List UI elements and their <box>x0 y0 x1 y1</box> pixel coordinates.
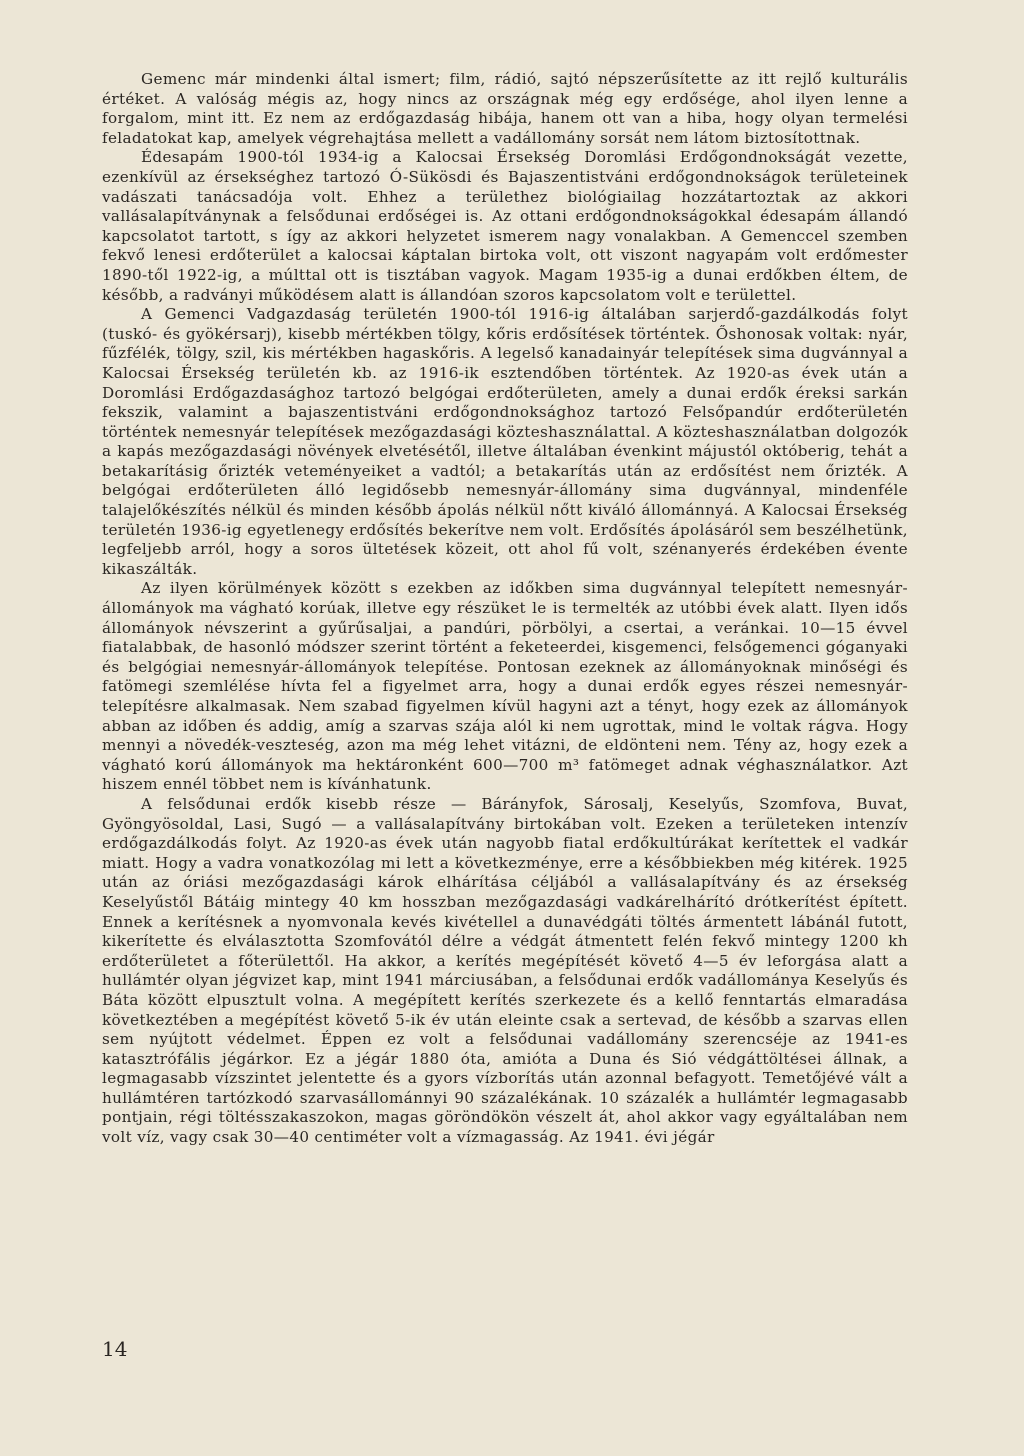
page-number: 14 <box>102 1337 128 1361</box>
paragraph-5: A felsődunai erdők kisebb része — Bárányfok, Sárosalj, Keselyűs, Szomfova, Buvat, Gyöngyösoldal, Lasi, Sugó — a vallásalapítvány birtokában volt. Ezeken a területeken intenzív erdőgazdálkodás folyt. Az 1920-as évek után nagyobb fiatal erdőkultúrákat kerítettek el vadkár miatt. Hogy a vadra vonatkozólag mi lett a következménye, erre a későbbiekben még kitérek. 1925 után az óriási mezőgazdasági károk elhárítása céljából a vallásalapítvány és az érsekség Keselyűstől Bátáig mintegy 40 km hosszban mezőgazdasági vadkárelhárító drótkerítést épített. Ennek a kerítésnek a nyomvonala kevés kivétellel a dunavédgáti töltés ármentett lábánál futott, kikerítette és elválasztotta Szomfovától délre a védgát átmentett felén fekvő mintegy 1200 kh erdőterületet a főterülettől. Ha akkor, a kerítés megépítését követő 4—5 év leforgása alatt a hullámtér olyan jégvizet kap, mint 1941 márciusában, a felsődunai erdők vadállománya Keselyűs és Báta között elpusztult volna. A megépített kerítés szerkezete és a kellő fenntartás elmaradása következtében a megépítést követő 5-ik év után eleinte csak a sertevad, de később a szarvas ellen sem nyújtott védelmet. Éppen ez volt a felsődunai vadállomány szerencséje az 1941-es katasztrófális jégárkor. Ez a jégár 1880 óta, amióta a Duna és Sió védgáttöltései állnak, a legmagasabb vízszintet jelentette és a gyors vízborítás után azonnal befagyott. Temetőjévé vált a hullámtéren tartózkodó szarvasállománnyi 90 százalékának. 10 százalék a hullámtér legmagasabb pontjain, régi töltésszakaszokon, magas göröndökön vészelt át, ahol akkor vagy egyáltalában nem volt víz, vagy csak 30—40 centiméter volt a vízmagasság. Az 1941. évi jégár <box>102 794 908 1147</box>
body-text <box>102 70 908 1148</box>
paragraph-2: Édesapám 1900-tól 1934-ig a Kalocsai Érsekség Doromlási Erdőgondnokságát vezette, ezenkívül az érsekséghez tartozó Ó-Sükösdi és Bajaszentistváni erdőgondnokságok területeinek vadászati tanácsadója volt. Ehhez a területhez biológiailag hozzátartoztak az akkori vallásalapítványnak a felsődunai erdőségei is. Az ottani erdőgondnokságokkal édesapám állandó kapcsolatot tartott, s így az akkori helyzetet ismerem nagy vonalakban. A Gemenccel szemben fekvő lenesi erdőterület a kalocsai káptalan birtoka volt, ott viszont nagyapám volt erdőmester 1890-től 1922-ig, a múlttal ott is tisztában vagyok. Magam 1935-ig a dunai erdőkben éltem, de később, a radványi működésem alatt is állandóan szoros kapcsolatom volt e területtel. <box>102 148 908 304</box>
paragraph-4: Az ilyen körülmények között s ezekben az időkben sima dugvánnyal telepített nemesnyár-állományok ma vágható korúak, illetve egy részüket le is termelték az utóbbi évek alatt. Ilyen idős állományok névszerint a gyűrűsaljai, a pandúri, pörbölyi, a csertai, a veránkai. 10—15 évvel fiatalabbak, de hasonló módszer szerint történt a feketeerdei, kisgemenci, felsőgemenci góganyaki és belgógiai nemesnyár-állományok telepítése. Pontosan ezeknek az állományoknak minőségi és fatömegi szemlélése hívta fel a figyelmet arra, hogy a dunai erdők egyes részei nemesnyár-telepítésre alkalmasak. Nem szabad figyelmen kívül hagyni azt a tényt, hogy ezek az állományok abban az időben és addig, amíg a szarvas szája alól ki nem ugrottak, mind le voltak rágva. Hogy mennyi a növedék-veszteség, azon ma még lehet vitázni, de eldönteni nem. Tény az, hogy ezek a vágható korú állományok ma hektáronként 600—700 m³ fatömeget adnak véghasználatkor. Azt hiszem ennél többet nem is kívánhatunk. <box>102 579 908 794</box>
paragraph-1: Gemenc már mindenki által ismert; film, rádió, sajtó népszerűsítette az itt rejlő kulturális értéket. A valóság mégis az, hogy nincs az országnak még egy erdősége, ahol ilyen lenne a forgalom, mint itt. Ez nem az erdőgazdaság hibája, hanem ott van a hiba, hogy olyan termelési feladatokat kap, amelyek végrehajtása mellett a vadállomány sorsát nem látom biztosítottnak. <box>102 70 908 147</box>
paragraph-3: A Gemenci Vadgazdaság területén 1900-tól 1916-ig általában sarjerdő-gazdálkodás folyt (tuskó- és gyökérsarj), kisebb mértékben tölgy, kőris erdősítések történtek. Őshonosak voltak: nyár, fűzfélék, tölgy, szil, kis mértékben hagaskőris. A legelső kanadainyár telepítések sima dugvánnyal a Kalocsai Érsekség területén kb. az 1916-ik esztendőben történtek. Az 1920-as évek után a Doromlási Erdőgazdasághoz tartozó belgógai erdőterületen, amely a dunai erdők éreksi sarkán fekszik, valamint a bajaszentistváni erdőgondnoksághoz tartozó Felsőpandúr erdőterületén történtek nemesnyár telepítések mezőgazdasági közteshasználattal. A közteshasználatban dolgozók a kapás mezőgazdasági növények elvetésétől, illetve általában évenkint májustól októberig, tehát a betakarításig őrizték veteményeiket a vadtól; a betakarítás után az erdősítést nem őrizték. A belgógai erdőterületen álló legidősebb nemesnyár-állomány sima dugvánnyal, mindenféle talajelőkészítés nélkül és minden később ápolás nélkül nőtt kiváló állománnyá. A Kalocsai Érsekség területén 1936-ig egyetlenegy erdősítés bekerítve nem volt. Erdősítés ápolásáról sem beszélhetünk, legfeljebb arról, hogy a soros ültetések közeit, ott ahol fű volt, szénanyerés érdekében évente kikaszálták. <box>102 305 908 578</box>
